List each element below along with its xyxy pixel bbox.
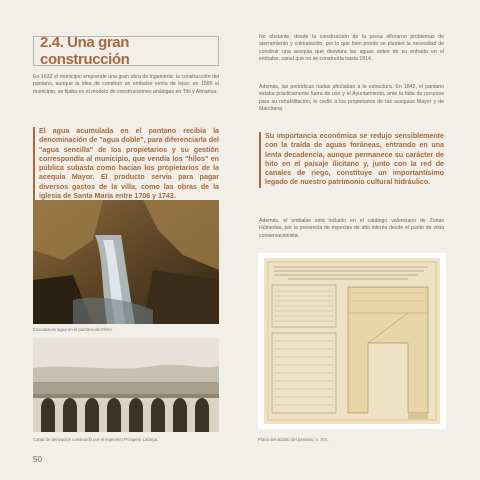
right-paragraph-1: No obstante, desde la construcción de la presa afloraron problemas de aterramiento y colmatación, por lo que bien pronto se planteó la necesidad de construir una acequia que desviara las aguas antes de su entrada en el embalse, canal que no se construiría hasta 1914.: [259, 34, 444, 62]
page-number: 50: [33, 455, 42, 464]
caption-waterfall: Cascada de agua en el pantano de Elche.: [33, 327, 114, 332]
caption-plan: Plano del alzado del pantano, s. XIX.: [258, 437, 329, 442]
caption-aqueduct: Canal de derivación construido por el ingeniero Próspero Lafarga.: [33, 437, 159, 442]
section-title: 2.4. Una gran construcción: [40, 34, 130, 68]
aqueduct-photo: [33, 338, 219, 432]
left-paragraph: En 1632 el municipio emprende una gran obra de ingeniería: la construcción del pantano, aunque la idea de construir un embalse venía de lejos: en 1589 el municipio, se fijaba en el modelo de construcciones análogas en Tibi y Almansa.: [33, 74, 219, 95]
left-pull-quote: El agua acumulada en el pantano recibía la denominación de "agua doble", para diferenciarla del "agua sencilla" de los propietarios y su gestión correspondía al municipio, que vendía los "hilos" en pública subasta como hacían los propietarios de la acequia Mayor. El producto servía para pagar diversos gastos de la villa, como las obras de la iglesia de Santa María entre 1706 y 1743.: [33, 127, 219, 201]
historical-plan-image: [258, 253, 446, 429]
right-paragraph-2: Además, las periódicas riadas afectaban a la estructura. En 1842, el pantano estaba prácticamente fuera de uso y el Ayuntamiento, ante la falta de recursos para su rehabilitación, lo cedió a los propietarios de las acequias Mayor y de Marchena.: [259, 84, 444, 112]
right-paragraph-3: Además, el embalse está incluido en el catálogo valenciano de Zonas Húmedas, por la presencia de especies de alto interés desde el punto de vista conservacionista.: [259, 218, 444, 239]
waterfall-photo: [33, 200, 219, 324]
right-pull-quote: Su importancia económica se redujo sensiblemente con la traída de aguas foráneas, entrando en una lenta decadencia, aunque permanece su carácter de hito en el paisaje ilicitano y, junto con la red de canales de riego, constituye un importantísimo legado de nuestro patrimonio cultural hidráulico.: [259, 132, 444, 188]
section-title-box: [33, 36, 219, 66]
